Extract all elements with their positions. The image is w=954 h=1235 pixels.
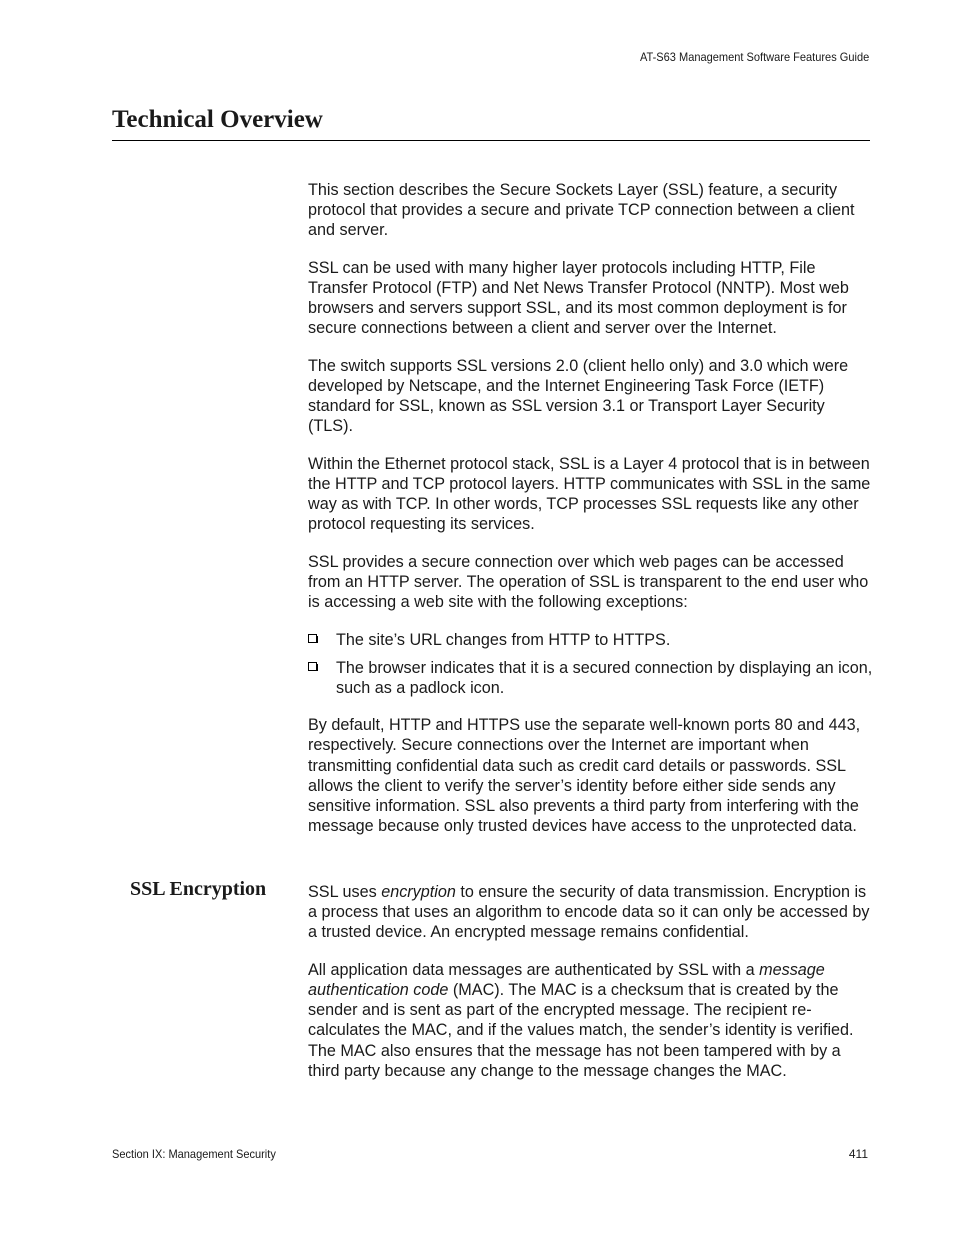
bullet-item [308, 658, 873, 698]
overview-section [308, 180, 873, 854]
paragraph-stack: Within the Ethernet protocol stack, SSL is a Layer 4 protocol that is in between the HTTP and TCP protocol layers. HTTP communicates with SSL in the same way as with TCP. In other words, TCP processes SSL requests like any other protocol requesting its services. [308, 454, 871, 534]
checkbox-bullet-icon [308, 633, 317, 643]
checkbox-bullet-icon [308, 661, 317, 671]
bullet-text: The browser indicates that it is a secured connection by displaying an icon, such as a padlock icon. [336, 658, 873, 697]
paragraph-exceptions: SSL provides a secure connection over which web pages can be accessed from an HTTP server. The operation of SSL is transparent to the end user who is accessing a web site with the following exceptions: [308, 552, 869, 612]
section-heading-ssl-encryption: SSL Encryption [130, 878, 267, 900]
title-divider [112, 140, 870, 141]
paragraph-encryption: SSL uses encryption to ensure the security of data transmission. Encryption is a process that uses an algorithm to encode data so it can only be accessed by a trusted device. An encrypted message remains confidential. [308, 883, 870, 942]
ssl-encryption-section [308, 882, 873, 1098]
running-header: AT-S63 Management Software Features Guide [639, 50, 869, 64]
paragraph-mac: All application data messages are authenticated by SSL with a message authentication code (MAC). The MAC is a checksum that is created by the sender and is sent as part of the encrypted message. The recipient re-calculates the MAC, and if the values match, the sender’s identity is verified. The MAC also ensures that the message has not been tampered with by a third party because any change to the message changes the MAC. [308, 960, 854, 1080]
paragraph-ports: By default, HTTP and HTTPS use the separate well-known ports 80 and 443, respectively. Secure connections over the Internet are important when transmitting confidential data such as credit card details or passwords. SSL allows the client to verify the server’s identity before either side sends any sensitive information. SSL also prevents a third party from interfering with the message because only trusted devices have access to the unprotected data. [308, 716, 861, 836]
term-mac: message authentication code [308, 960, 825, 999]
paragraph-versions: The switch supports SSL versions 2.0 (client hello only) and 3.0 which were developed by Netscape, and the Internet Engineering Task Force (IETF) standard for SSL, known as SSL version 3.1 or Transport Layer Security (TLS). [308, 356, 849, 436]
paragraph-protocols: SSL can be used with many higher layer protocols including HTTP, File Transfer Protocol (FTP) and Net News Transfer Protocol (NNTP). Most web browsers and servers support SSL, and its most common deployment is for secure connections between a client and server over the Internet. [308, 258, 849, 338]
term-encryption: encryption [381, 883, 456, 901]
bullet-text: The site’s URL changes from HTTP to HTTPS. [336, 630, 671, 649]
page-number: 411 [848, 1147, 868, 1161]
paragraph-intro: This section describes the Secure Sockets Layer (SSL) feature, a security protocol that provides a secure and private TCP connection between a client and server. [308, 181, 855, 240]
footer-section: Section IX: Management Security [112, 1147, 276, 1161]
page-title: Technical Overview [112, 106, 323, 133]
bullet-item [308, 630, 873, 650]
